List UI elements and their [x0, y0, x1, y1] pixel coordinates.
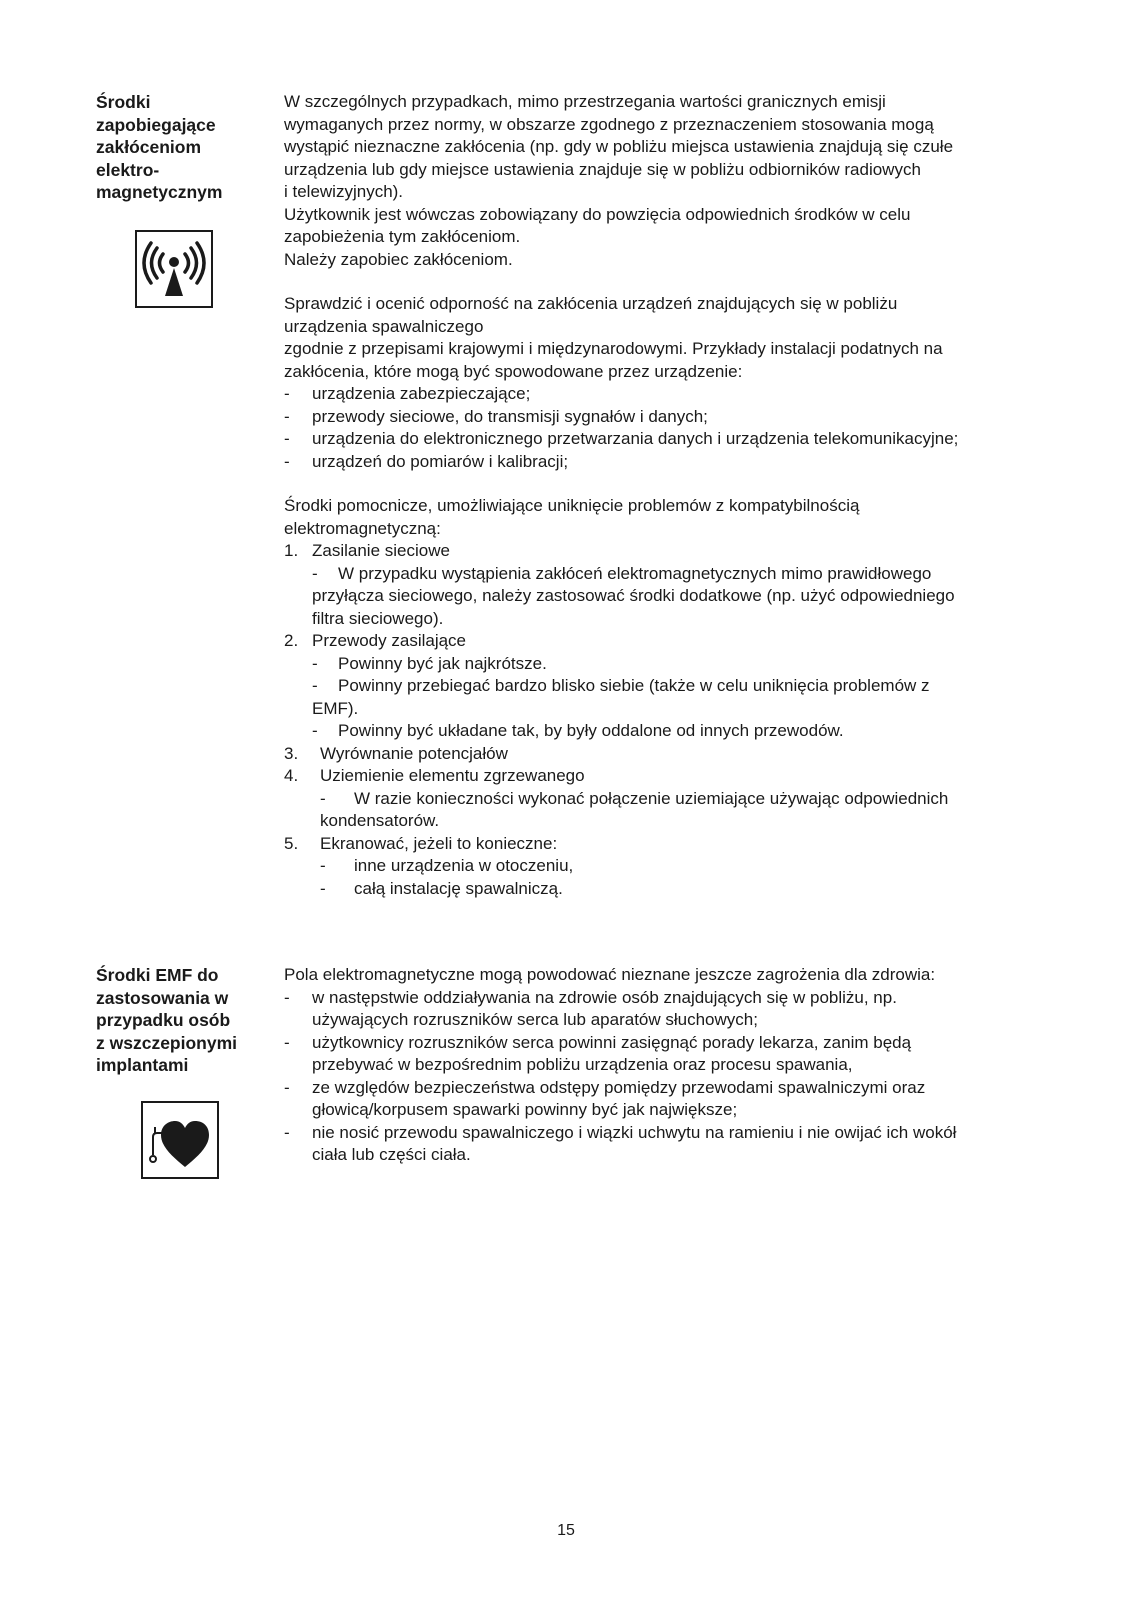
heading-line: Środki — [96, 92, 151, 112]
heading-line: implantami — [96, 1055, 189, 1075]
sub-item: - inne urządzenia w otoczeniu, — [320, 856, 574, 875]
text-line: Użytkownik jest wówczas zobowiązany do powzięcia odpowiednich środków w celu — [284, 204, 911, 224]
text-line: wystąpić nieznaczne zakłócenia (np. gdy w pobliżu miejsca ustawienia znajdują się czułe — [284, 137, 954, 156]
page-number: 15 — [557, 1522, 575, 1539]
heading-line: Środki EMF do — [96, 965, 219, 985]
sub-item-continuation: EMF). — [312, 698, 359, 718]
text-line: zgodnie z przepisami krajowymi i międzynarodowymi. Przykłady instalacji podatnych na — [284, 339, 943, 358]
list-item: - użytkownicy rozruszników serca powinni zasięgnąć porady lekarza, zanim będą — [284, 1032, 1044, 1055]
heading-line: zastosowania w — [96, 987, 229, 1008]
list-item: - przewody sieciowe, do transmisji sygnałów i danych; — [284, 406, 1044, 429]
list-item: - urządzenia do elektronicznego przetwarzania danych i urządzenia telekomunikacyjne; — [284, 428, 1044, 451]
text-line: i telewizyjnych). — [284, 182, 404, 201]
text-line: Sprawdzić i ocenić odporność na zakłócenia urządzeń znajdujących się w pobliżu — [284, 294, 898, 313]
text-line: Pola elektromagnetyczne mogą powodować nieznane jeszcze zagrożenia dla zdrowia: — [284, 965, 936, 984]
text-line: urządzenia lub gdy miejsce ustawienia znajduje się w pobliżu odbiorników radiowych — [284, 159, 921, 179]
section1-heading — [96, 91, 266, 204]
section2-content — [284, 964, 1044, 1167]
non-ionizing-radiation-icon — [135, 230, 213, 308]
list-item: - ze względów bezpieczeństwa odstępy pomiędzy przewodami spawalniczymi oraz — [284, 1077, 1044, 1100]
text-line: Środki pomocnicze, umożliwiające uniknięcie problemów z kompatybilnością — [284, 496, 860, 515]
sub-item-continuation: filtra sieciowego). — [312, 608, 444, 628]
heading-line: z wszczepionymi — [96, 1032, 238, 1053]
text-line: urządzenia spawalniczego — [284, 316, 484, 336]
heading-line: zakłóceniom — [96, 137, 202, 157]
sub-item-continuation: przyłącza sieciowego, należy zastosować środki dodatkowe (np. użyć odpowiedniego — [312, 586, 955, 605]
text-line: elektromagnetyczną: — [284, 518, 441, 538]
numbered-item: 1. Zasilanie sieciowe — [284, 541, 450, 560]
text-line: W szczególnych przypadkach, mimo przestrzegania wartości granicznych emisji — [284, 92, 886, 111]
numbered-item: 3. Wyrównanie potencjałów — [284, 743, 508, 763]
pacemaker-heart-icon — [141, 1101, 219, 1179]
text-line: wymaganych przez normy, w obszarze zgodnego z przeznaczeniem stosowania mogą — [284, 114, 934, 134]
heading-line: zapobiegające — [96, 114, 216, 135]
sub-item: - W przypadku wystąpienia zakłóceń elektromagnetycznych mimo prawidłowego — [312, 563, 932, 583]
numbered-item: 5. Ekranować, jeżeli to konieczne: — [284, 833, 558, 853]
section2-heading — [96, 964, 266, 1077]
list-item: - urządzeń do pomiarów i kalibracji; — [284, 451, 1044, 474]
text-line: zapobieżenia tym zakłóceniom. — [284, 227, 521, 246]
sub-item-continuation: kondensatorów. — [320, 811, 440, 830]
numbered-item: 4. Uziemienie elementu zgrzewanego — [284, 766, 585, 785]
list-item-continuation: przebywać w bezpośrednim pobliżu urządzenia oraz procesu spawania, — [312, 1055, 853, 1074]
text-line: zakłócenia, które mogą być spowodowane przez urządzenie: — [284, 361, 743, 381]
list-item-continuation: używających rozruszników serca lub aparatów słuchowych; — [312, 1010, 758, 1029]
heading-line: magnetycznym — [96, 182, 223, 202]
text-line: Należy zapobiec zakłóceniom. — [284, 249, 513, 269]
numbered-item: 2. Przewody zasilające — [284, 631, 467, 650]
section1-content — [284, 91, 1044, 900]
sub-item: - Powinny przebiegać bardzo blisko siebie (także w celu uniknięcia problemów z — [312, 676, 930, 695]
sub-item: - Powinny być jak najkrótsze. — [312, 653, 547, 673]
sub-item: - całą instalację spawalniczą. — [320, 878, 563, 898]
list-item: - urządzenia zabezpieczające; — [284, 383, 1044, 406]
sub-item: - W razie konieczności wykonać połączenie uziemiające używając odpowiednich — [320, 788, 949, 808]
heading-line: elektro- — [96, 159, 160, 180]
list-item: - nie nosić przewodu spawalniczego i wiązki uchwytu na ramieniu i nie owijać ich wokół — [284, 1122, 1044, 1145]
list-item: - w następstwie oddziaływania na zdrowie osób znajdujących się w pobliżu, np. — [284, 987, 1044, 1010]
list-item-continuation: głowicą/korpusem spawarki powinny być jak największe; — [312, 1100, 738, 1119]
heading-line: przypadku osób — [96, 1010, 231, 1030]
sub-item: - Powinny być układane tak, by były oddalone od innych przewodów. — [312, 721, 844, 740]
list-item-continuation: ciała lub części ciała. — [312, 1145, 471, 1164]
